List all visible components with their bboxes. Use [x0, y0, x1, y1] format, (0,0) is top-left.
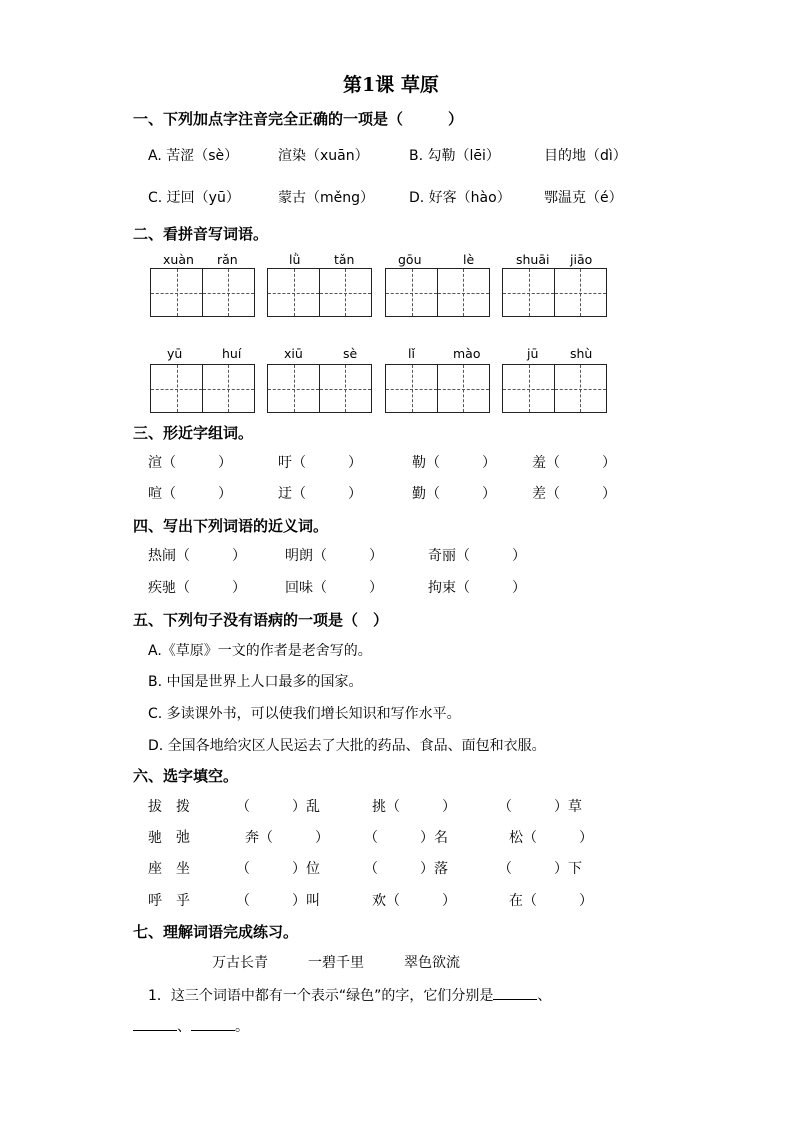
writing-cell[interactable]	[150, 364, 203, 413]
q6-blank: （ ）下	[498, 861, 582, 877]
q3-heading: 三、形近字组词。	[133, 424, 254, 442]
writing-grid-5	[150, 364, 255, 413]
pinyin-label: jiāo	[570, 252, 593, 267]
q6-blank: （ ）草	[498, 799, 582, 815]
q7-item1-text: 1．这三个词语中都有一个表示“绿色”的字，它们分别是	[148, 988, 494, 1004]
q7-item1	[148, 985, 551, 1005]
q3-item: 差（ ）	[532, 486, 616, 502]
pinyin-label: lè	[463, 252, 475, 267]
q7-item1-continued	[133, 1016, 249, 1036]
q4-item: 疾驰（ ）	[148, 580, 246, 596]
q7-word: 一碧千里	[308, 955, 364, 971]
pinyin-label: shuāi	[516, 252, 550, 267]
writing-cell[interactable]	[202, 364, 255, 413]
q6-blank: 欢（ ）	[372, 893, 456, 909]
q3-item: 羞（ ）	[532, 455, 616, 471]
q6-blank: 在（ ）	[509, 893, 593, 909]
page-title: 第1课 草原	[343, 74, 439, 96]
q1-option-a1: A. 苦涩（sè）	[148, 148, 239, 164]
writing-cell[interactable]	[437, 364, 490, 413]
writing-cell[interactable]	[267, 364, 320, 413]
q5-option-d: D. 全国各地给灾区人民运去了大批的药品、食品、面包和衣服。	[148, 738, 546, 754]
pinyin-label: tǎn	[334, 252, 355, 267]
writing-cell[interactable]	[437, 268, 490, 317]
q6-char-pair: 座 坐	[148, 861, 190, 877]
writing-grid-4	[502, 268, 607, 317]
q1-option-b1: B. 勾勒（lēi）	[409, 148, 500, 164]
pinyin-label: xuàn	[163, 252, 194, 267]
q4-item: 热闹（ ）	[148, 548, 246, 564]
writing-cell[interactable]	[150, 268, 203, 317]
writing-cell[interactable]	[202, 268, 255, 317]
q4-item: 奇丽（ ）	[428, 548, 526, 564]
q7-heading: 七、理解词语完成练习。	[133, 923, 299, 941]
pinyin-label: huí	[222, 346, 242, 361]
q6-blank: 挑（ ）	[372, 799, 456, 815]
q6-blank: （ ）乱	[236, 799, 320, 815]
writing-cell[interactable]	[385, 268, 438, 317]
q5-option-c: C. 多读课外书，可以使我们增长知识和写作水平。	[148, 706, 461, 722]
writing-cell[interactable]	[267, 268, 320, 317]
q7-word: 翠色欲流	[404, 955, 460, 971]
pinyin-label: lǜ	[289, 252, 301, 267]
q2-heading: 二、看拼音写词语。	[133, 225, 269, 243]
pinyin-label: rǎn	[217, 252, 238, 267]
q5-option-a: A.《草原》一文的作者是老舍写的。	[148, 643, 372, 659]
writing-cell[interactable]	[319, 268, 372, 317]
q1-option-b2: 目的地（dì）	[544, 148, 627, 164]
q1-option-d2: 鄂温克（é）	[544, 190, 623, 206]
pinyin-label: xiū	[284, 346, 303, 361]
q4-item: 明朗（ ）	[285, 548, 383, 564]
q3-item: 渲（ ）	[148, 455, 232, 471]
q3-item: 迂（ ）	[278, 486, 362, 502]
q3-item: 勤（ ）	[412, 486, 496, 502]
separator: 、	[177, 1019, 191, 1035]
q4-item: 回味（ ）	[285, 580, 383, 596]
writing-cell[interactable]	[319, 364, 372, 413]
q6-blank: （ ）落	[364, 861, 448, 877]
writing-grid-7	[385, 364, 490, 413]
q6-char-pair: 驰 弛	[148, 830, 190, 846]
q6-char-pair: 呼 乎	[148, 893, 190, 909]
answer-blank[interactable]	[493, 985, 537, 1000]
q6-char-pair: 拔 拨	[148, 799, 190, 815]
terminal-period: 。	[235, 1019, 249, 1035]
q1-option-a2: 渲染（xuān）	[278, 148, 369, 164]
q4-item: 拘束（ ）	[428, 580, 526, 596]
q6-blank: 奔（ ）	[245, 830, 329, 846]
pinyin-label: mào	[453, 346, 481, 361]
answer-blank[interactable]	[133, 1016, 177, 1031]
writing-cell[interactable]	[502, 364, 555, 413]
q3-item: 喧（ ）	[148, 486, 232, 502]
pinyin-label: sè	[343, 346, 358, 361]
q6-blank: 松（ ）	[509, 830, 593, 846]
q3-item: 勒（ ）	[412, 455, 496, 471]
writing-cell[interactable]	[554, 364, 607, 413]
writing-grid-3	[385, 268, 490, 317]
q6-blank: （ ）名	[364, 830, 448, 846]
pinyin-label: jū	[527, 346, 539, 361]
q6-blank: （ ）叫	[236, 893, 320, 909]
q6-heading: 六、选字填空。	[133, 767, 239, 785]
q1-option-d1: D. 好客（hào）	[409, 190, 511, 206]
writing-cell[interactable]	[502, 268, 555, 317]
q6-blank: （ ）位	[236, 861, 320, 877]
pinyin-label: yū	[167, 346, 183, 361]
q1-heading: 一、下列加点字注音完全正确的一项是（ ）	[133, 110, 464, 128]
q7-word: 万古长青	[212, 955, 268, 971]
q1-option-c1: C. 迂回（yū）	[148, 190, 240, 206]
writing-grid-6	[267, 364, 372, 413]
separator: 、	[537, 988, 552, 1004]
pinyin-label: shù	[570, 346, 593, 361]
pinyin-label: lǐ	[408, 346, 415, 361]
answer-blank[interactable]	[191, 1016, 235, 1031]
writing-grid-8	[502, 364, 607, 413]
q5-option-b: B. 中国是世界上人口最多的国家。	[148, 674, 363, 690]
q4-heading: 四、写出下列词语的近义词。	[133, 517, 329, 535]
writing-cell[interactable]	[554, 268, 607, 317]
writing-cell[interactable]	[385, 364, 438, 413]
q5-heading: 五、下列句子没有语病的一项是（ ）	[133, 611, 389, 629]
q1-option-c2: 蒙古（měng）	[278, 190, 375, 206]
writing-grid-1	[150, 268, 255, 317]
q3-item: 吁（ ）	[278, 455, 362, 471]
pinyin-label: gōu	[398, 252, 422, 267]
writing-grid-2	[267, 268, 372, 317]
